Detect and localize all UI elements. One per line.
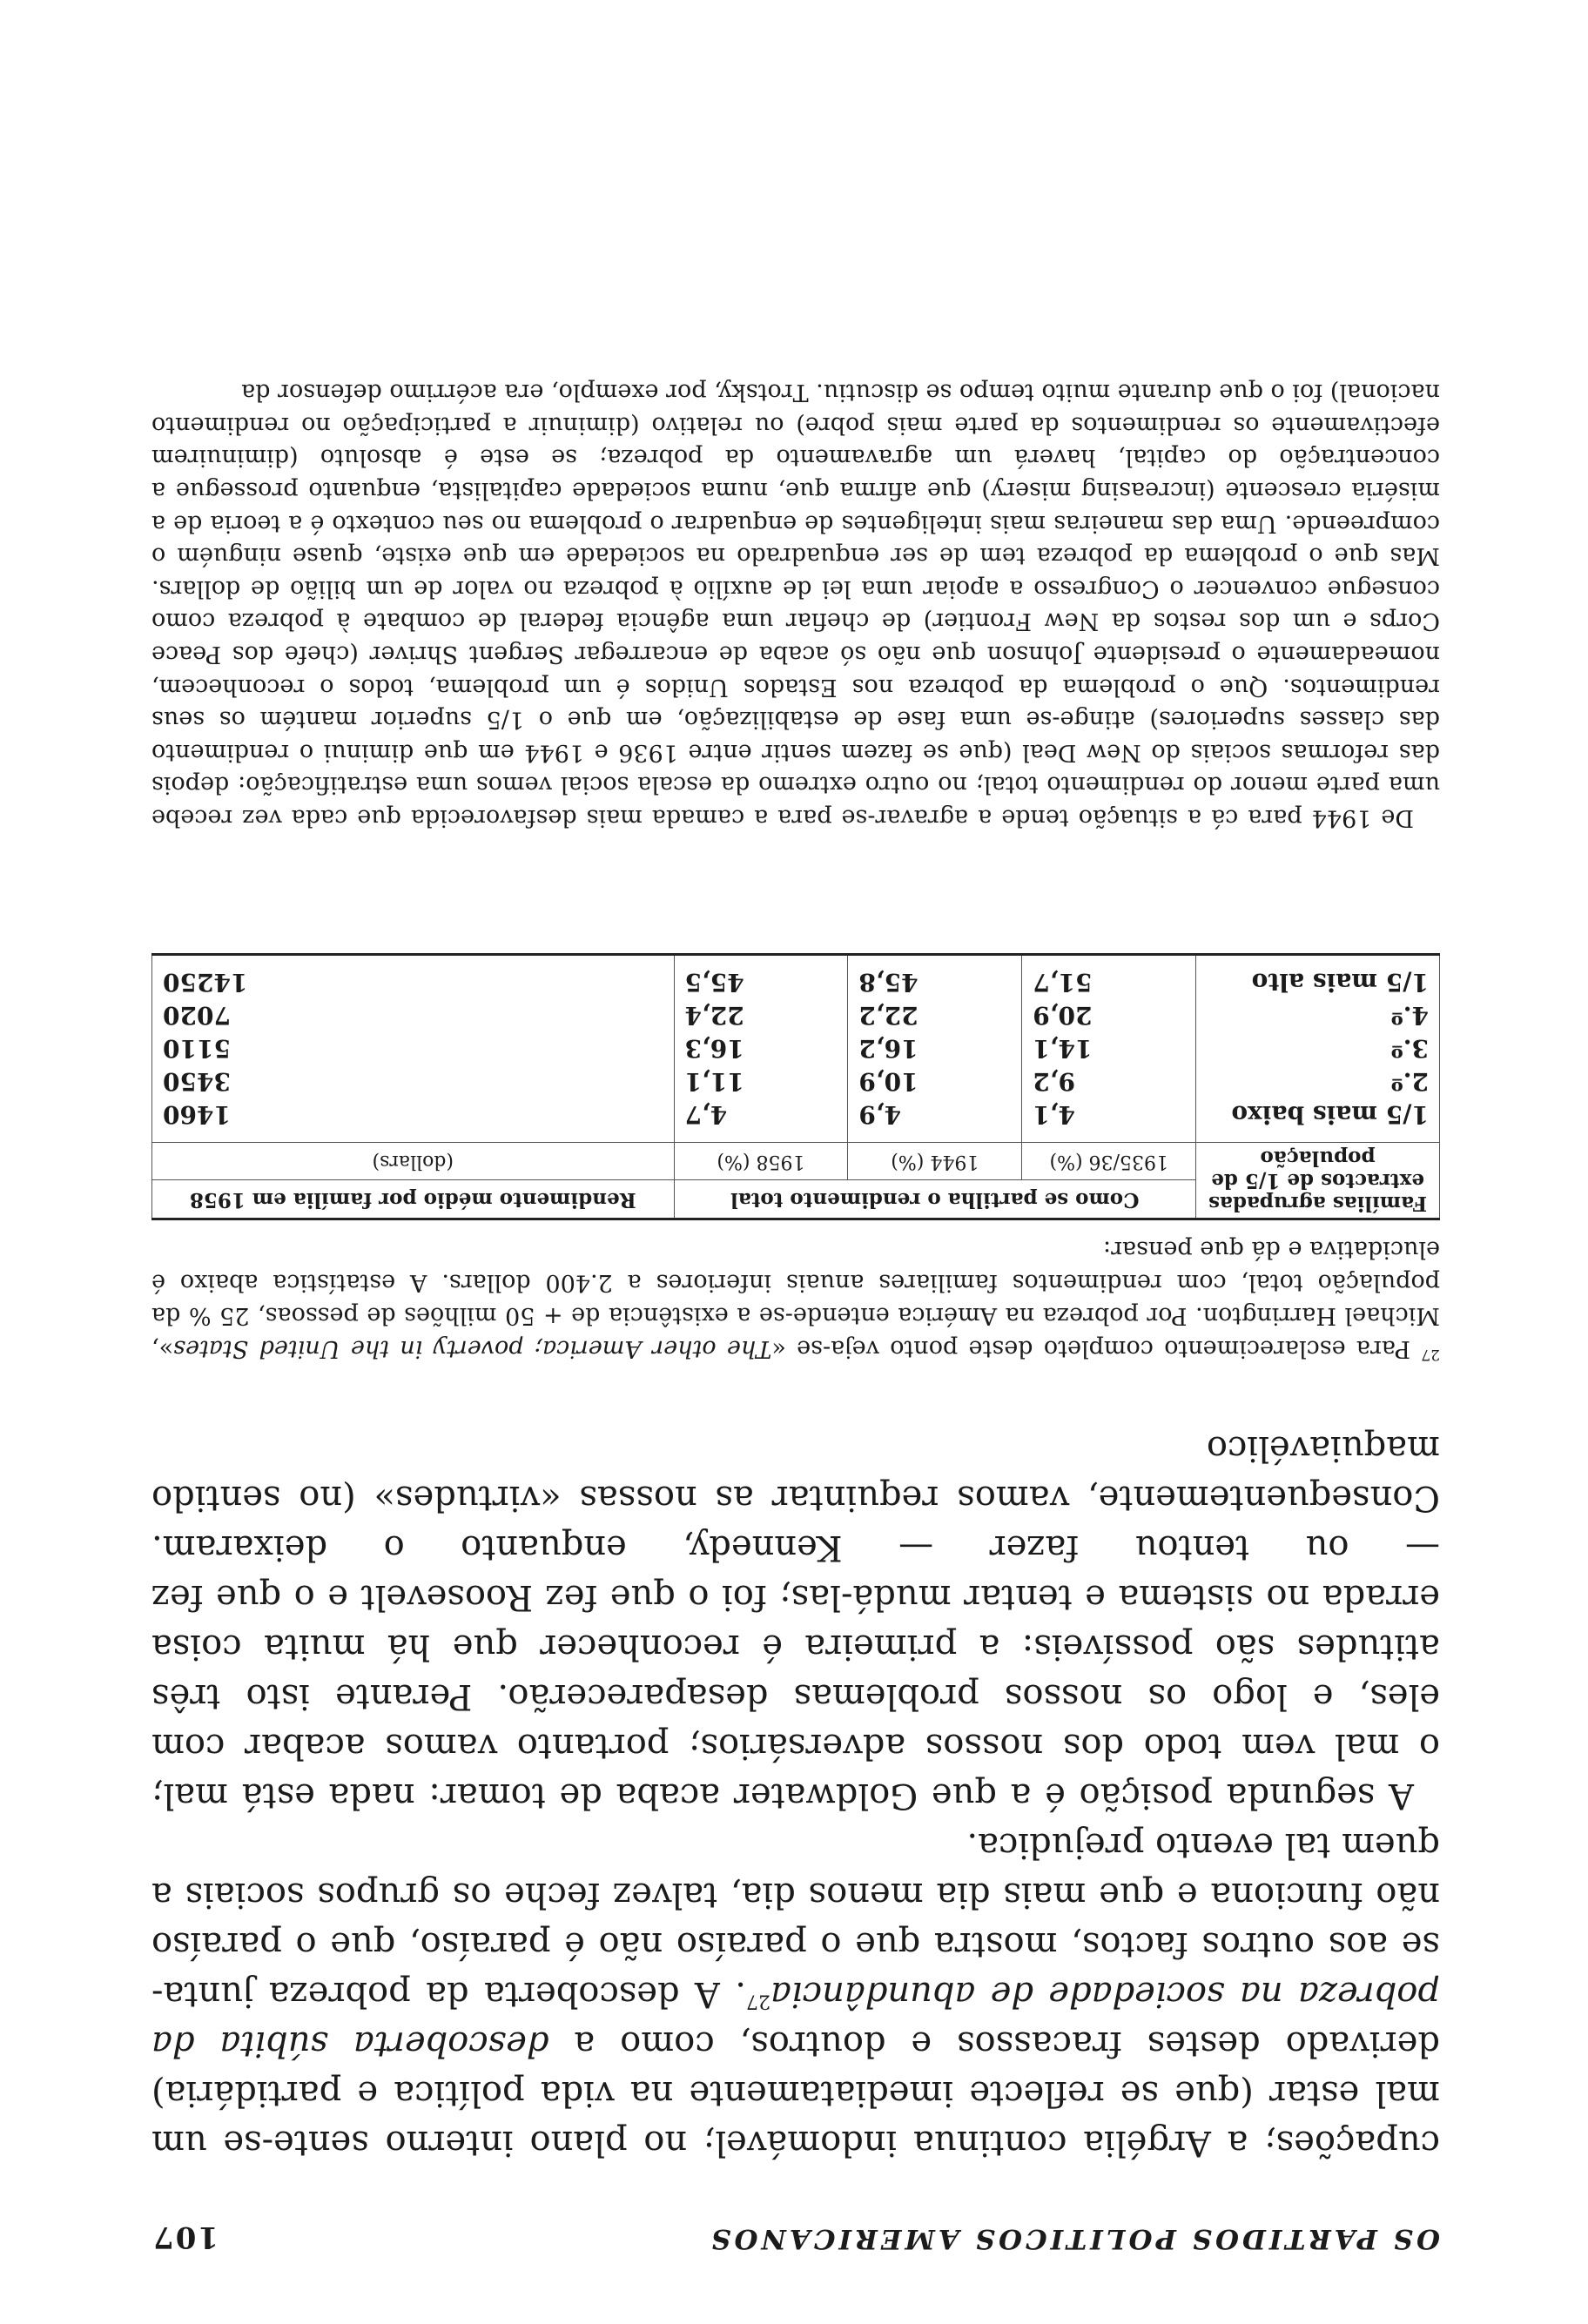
table-row <box>152 999 1440 1032</box>
subheader-1944: 1944 (%) <box>848 1143 1022 1180</box>
cell-1958: 22,4 <box>674 999 848 1032</box>
paragraph-2: A segunda posição é a que Goldwater acaba de tomar: nada está mal; o mal vem todo dos nossos adversários; portanto vamos acabar com eles, e logo os nossos problemas desaparecerão. Perante isto três atitudes são possíveis: a primeira é reconhecer que há muita coisa errada no sistema e tentar mudá-las; foi o que fez Roosevelt e o que fez — ou tentou fazer — Kennedy, enquanto o deixaram. Consequentemente, vamos requintar as nossas «virtudes» (no sentido maquiavélico <box>151 1428 1440 1816</box>
cell-1935: 20,9 <box>1022 999 1196 1032</box>
cell-1935: 14,1 <box>1022 1032 1196 1065</box>
row-group: 3.º <box>1196 1032 1440 1065</box>
row-group: 2.º <box>1196 1065 1440 1098</box>
cell-1944: 45,8 <box>848 955 1022 1000</box>
cell-1944: 4,9 <box>848 1098 1022 1143</box>
table-row <box>152 1065 1440 1098</box>
running-title: OS PARTIDOS POLITICOS AMERICANOS <box>708 2223 1440 2254</box>
subheader-1935: 1935/36 (%) <box>1022 1143 1196 1180</box>
page-number: 107 <box>151 2220 219 2254</box>
paragraph-1-italic: descoberta súbita da pobreza na sociedade de abundância <box>151 1974 1440 2064</box>
cell-1935: 4,1 <box>1022 1098 1196 1143</box>
subheader-1958: 1958 (%) <box>674 1143 848 1180</box>
table-row <box>152 1098 1440 1143</box>
footnote-text-a: Para esclarecimento completo deste ponto veja-se « <box>771 1335 1422 1362</box>
subheader-dollars: (dollars) <box>152 1143 675 1180</box>
table-row <box>152 955 1440 1000</box>
footnote-mark: 27 <box>1421 1346 1440 1363</box>
cell-1944: 22,2 <box>848 999 1022 1032</box>
cell-income: 3450 <box>152 1065 675 1098</box>
header-population-group: Famílias agrupadas extractos de 1/5 de população <box>1196 1143 1440 1219</box>
paragraph-1 <box>151 1820 1440 2167</box>
income-distribution-table <box>151 953 1440 1220</box>
cell-1944: 16,2 <box>848 1032 1022 1065</box>
row-group: 4.º <box>1196 999 1440 1032</box>
header-average-income: Rendimento médio por família em 1958 <box>152 1180 675 1219</box>
footnote-text-b: », Michael Harrington. Por pobreza na América entende-se a existência de + 50 milhões de pessoas, 25 % da população total, com rendimentos familiares anuais inferiores a 2.400 dollars. A estatística abaixo é elucidativa e dá que pensar: <box>151 1236 1440 1362</box>
footnote-reference: 27 <box>746 1990 771 2012</box>
cell-income: 1460 <box>152 1098 675 1143</box>
footnote <box>151 1233 1440 1365</box>
cell-1935: 51,7 <box>1022 955 1196 1000</box>
paragraph-1-text-b: . A descoberta da pobreza junta-se aos outros factos, mostra que o paraíso não é paraíso, que o paraíso não funciona e que mais dia menos dia, talvez feche os grupos sociais a quem tal evento prejudica. <box>151 1825 1440 2014</box>
page-header <box>151 2202 1440 2254</box>
cell-income: 7020 <box>152 999 675 1032</box>
cell-1958: 11,1 <box>674 1065 848 1098</box>
header-income-share: Como se partilha o rendimento total <box>674 1180 1196 1219</box>
row-group: 1/5 mais baixo <box>1196 1098 1440 1143</box>
cell-1958: 45,5 <box>674 955 848 1000</box>
table-row <box>152 1032 1440 1065</box>
table-header-row <box>152 1180 1440 1219</box>
cell-income: 14250 <box>152 955 675 1000</box>
lower-text <box>151 376 1440 834</box>
cell-1944: 10,9 <box>848 1065 1022 1098</box>
cell-1958: 16,3 <box>674 1032 848 1065</box>
footnote-italic-title: The other America; poverty in the United States <box>173 1335 772 1362</box>
cell-1958: 4,7 <box>674 1098 848 1143</box>
paragraph-3: De 1944 para cá a situação tende a agravar-se para a camada mais desfavorecida que cada vez recebe uma parte menor do rendimento total; no outro extremo da escala social vemos uma estratificação: depois das reformas sociais do New Deal (que se fazem sentir entre 1936 e 1944 em que diminui o rendimento das classes superiores) atinge-se uma fase de estabilização, em que o 1/5 superior mantém os seus rendimentos. Que o problema da pobreza nos Estados Unidos é um problema, todos o reconhecem, nomeadamente o presidente Johnson que não só acaba de encarregar Sergent Shriver (chefe dos Peace Corps e um dos restos da New Frontier) de chefiar uma agência federal de combate à pobreza como consegue convencer o Congresso a apoiar uma lei de auxílio à pobreza no valor de um bilião de dollars. Mas que o problema da pobreza tem de ser enquadrado na sociedade em que existe, quase ninguém o compreende. Uma das maneiras mais inteligentes de enquadrar o problema no seu contexto é a teoria de a miséria crescente (increasing misery) que afirma que, numa sociedade capitalista, enquanto prossegue a concentração do capital, haverá um agravamento da pobreza; se este é absoluto (diminuirem efectivamente os rendimentos da parte mais pobre) ou relativo (diminuir a participação no rendimento nacional) foi o que durante muito tempo se discutiu. Trotsky, por exemplo, era acérrimo defensor da <box>151 379 1440 831</box>
paragraph-1-text-a: cupações; a Argélia continua indomável; no plano interno sente-se um mal estar (que se reflecte imediatamente na vida política e partidária) derivado destes fracassos e doutros, como a <box>151 2024 1440 2163</box>
main-text <box>151 1423 1440 2167</box>
cell-1935: 9,2 <box>1022 1065 1196 1098</box>
cell-income: 5110 <box>152 1032 675 1065</box>
row-group: 1/5 mais alto <box>1196 955 1440 1000</box>
